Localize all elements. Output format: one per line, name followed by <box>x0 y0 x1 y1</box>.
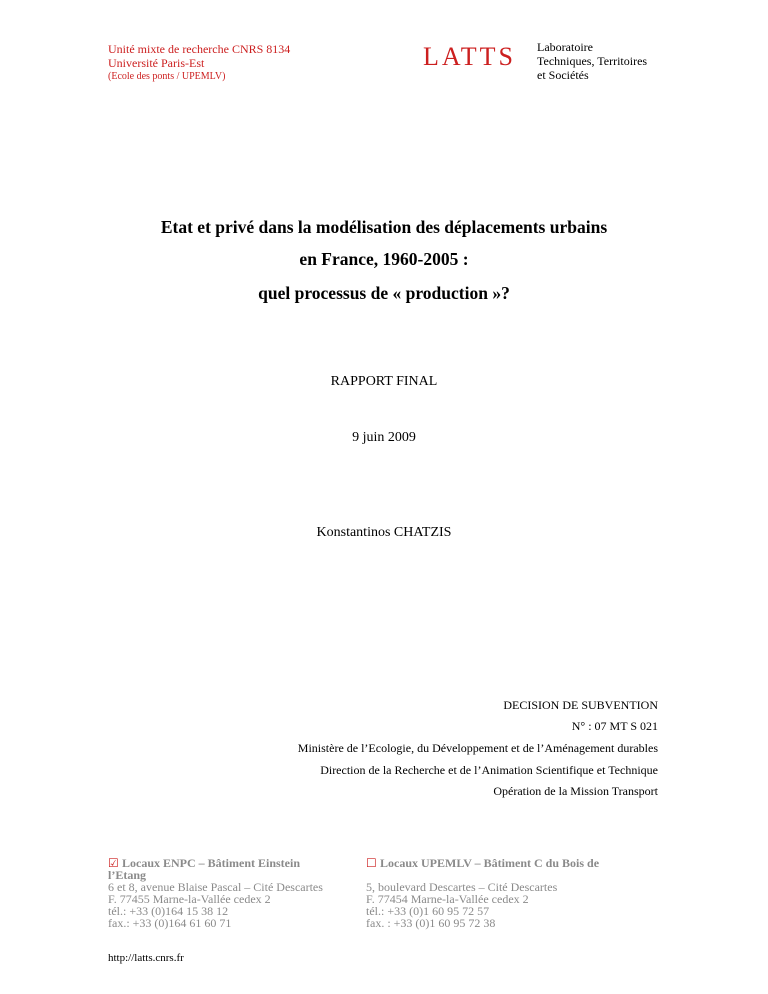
schools-line: (Ecole des ponts / UPEMLV) <box>108 71 226 82</box>
report-title-line-3: quel processus de « production »? <box>258 283 510 303</box>
footer-fax: fax. : +33 (0)1 60 95 72 38 <box>366 916 496 930</box>
footer-address-line: 6 et 8, avenue Blaise Pascal – Cité Descartes <box>108 880 323 894</box>
checked-checkbox-icon: ☑ <box>108 856 119 870</box>
footer-address-line: F. 77454 Marne-la-Vallée cedex 2 <box>366 892 529 906</box>
decision-ministry: Ministère de l’Ecologie, du Développement et de l’Aménagement durables <box>297 741 658 755</box>
unchecked-checkbox-icon: ☐ <box>366 856 377 870</box>
report-title-line-1: Etat et privé dans la modélisation des déplacements urbains <box>160 217 608 237</box>
lab-line: et Sociétés <box>537 68 589 82</box>
decision-heading: DECISION DE SUBVENTION <box>503 698 658 712</box>
footer-heading <box>366 857 666 869</box>
unit-line: Unité mixte de recherche CNRS 8134 <box>108 42 291 56</box>
latts-logo: LATTS <box>423 42 516 71</box>
footer-address-upemlv <box>366 857 666 929</box>
footer-fax: fax.: +33 (0)164 61 60 71 <box>108 916 232 930</box>
report-title-line-2: en France, 1960-2005 : <box>299 249 469 269</box>
report-author: Konstantinos CHATZIS <box>316 525 452 540</box>
footer-heading-text: Locaux UPEMLV – Bâtiment C du Bois de <box>380 856 600 870</box>
lab-line: Laboratoire <box>537 40 593 54</box>
footer-heading-continued: l’Etang <box>108 868 147 882</box>
footer-address-line: 5, boulevard Descartes – Cité Descartes <box>366 880 558 894</box>
footer-phone: tél.: +33 (0)164 15 38 12 <box>108 904 229 918</box>
footer-address-enpc <box>108 857 348 929</box>
report-date: 9 juin 2009 <box>352 430 416 445</box>
footer-phone: tél.: +33 (0)1 60 95 72 57 <box>366 904 490 918</box>
university-line: Université Paris-Est <box>108 56 205 70</box>
report-type: RAPPORT FINAL <box>330 374 438 389</box>
website-url: http://latts.cnrs.fr <box>108 952 184 964</box>
decision-direction: Direction de la Recherche et de l’Animation Scientifique et Technique <box>320 763 658 777</box>
footer-heading-text: Locaux ENPC – Bâtiment Einstein <box>122 856 301 870</box>
footer-address-line: F. 77455 Marne-la-Vallée cedex 2 <box>108 892 271 906</box>
lab-name-block <box>537 40 647 82</box>
decision-operation: Opération de la Mission Transport <box>493 784 658 798</box>
lab-line: Techniques, Territoires <box>537 54 648 68</box>
decision-number: N° : 07 MT S 021 <box>571 719 658 733</box>
institution-block <box>108 42 290 84</box>
